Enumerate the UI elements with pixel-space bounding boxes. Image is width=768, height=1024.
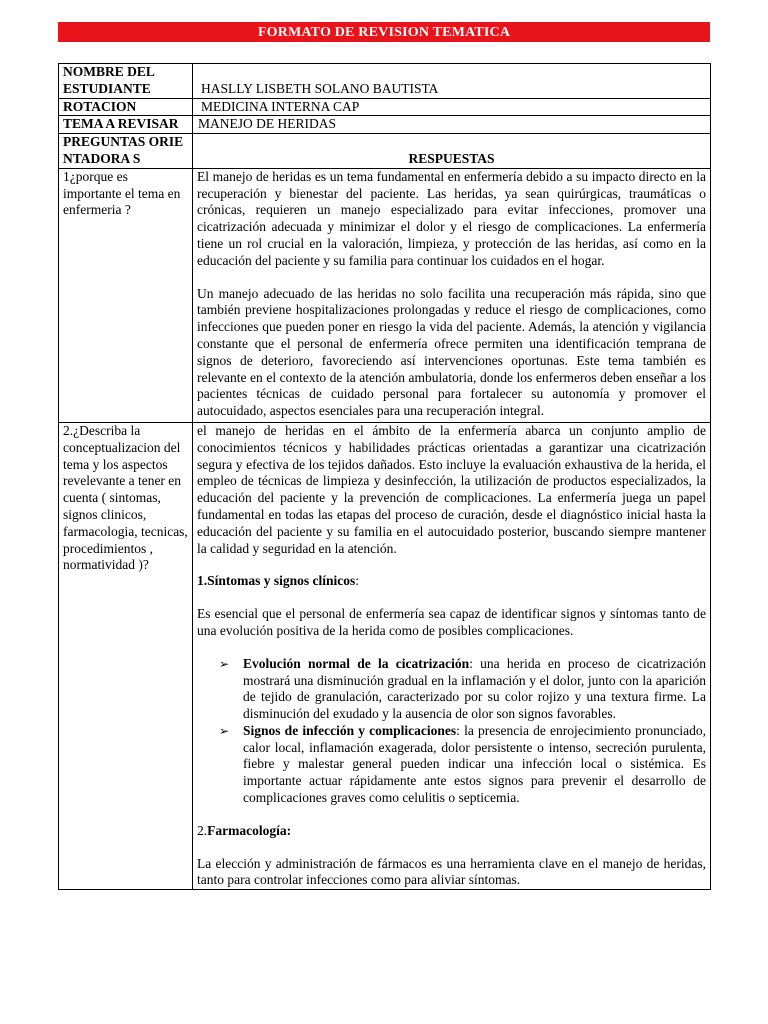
rotation-value: MEDICINA INTERNA CAP	[193, 98, 711, 116]
list-item: ➢ Evolución normal de la cicatrización: una herida en proceso de cicatrización mostrará una disminución gradual en la inflamación y el dolor, junto con la aparición de tejido de granulación, caracterizado por su color rojizo y una textura firme. La disminución del exudado y la ausencia de olor son signos favorables.	[219, 655, 707, 722]
rotation-label: ROTACION	[59, 98, 193, 116]
answers-label: RESPUESTAS	[193, 134, 711, 169]
topic-value: MANEJO DE HERIDAS	[193, 116, 711, 134]
form-title-banner: FORMATO DE REVISION TEMATICA	[58, 22, 710, 42]
answer-1-paragraph-2: Un manejo adecuado de las heridas no solo facilita una recuperación más rápida, sino que también previene hospitalizaciones prolongadas y reduce el riesgo de complicaciones, como infecciones que pueden poner en riesgo la vida del paciente. Además, la atención y vigilancia constante que el personal de enfermería ofrece permiten una identificación temprana de signos de deterioro, favoreciendo así intervenciones oportunas. Este tema también es relevante en el contexto de la atención ambulatoria, donde los enfermeros deben enseñar a los pacientes técnicas de cuidado personal para fortalecer su autonomía y promover el autocuidado, aspectos esenciales para una recuperación integral.	[197, 285, 706, 419]
student-label: NOMBRE DEL ESTUDIANTE	[59, 64, 193, 99]
symptoms-list	[197, 656, 706, 807]
questions-header-row	[59, 134, 711, 169]
topic-row	[59, 116, 711, 134]
rotation-row	[59, 98, 711, 116]
answer-2	[193, 422, 711, 889]
list-item: ➢ Signos de infección y complicaciones: la presencia de enrojecimiento pronunciado, calor local, inflamación exagerada, dolor persistente o intenso, secreción purulenta, fiebre y malestar general pueden indicar una infección local o sistémica. Es importante actuar rápidamente ante estos signos para prevenir el desarrollo de complicaciones graves como celulitis o septicemia.	[219, 722, 706, 806]
questions-label: PREGUNTAS ORIENTADORA S	[59, 134, 193, 169]
revision-form-table	[58, 63, 711, 890]
answer-1-paragraph-1: El manejo de heridas es un tema fundamental en enfermería debido a su impacto directo en la recuperación y bienestar del paciente. Las heridas, ya sean quirúrgicas, traumáticas o crónicas, requieren un manejo especializado para evitar infecciones, promover una cicatrización adecuada y minimizar el dolor y el riesgo de complicaciones. La enfermería tiene un rol crucial en la valoración, limpieza, y protección de las heridas, así como en la educación del paciente y su familia para continuar los cuidados en el hogar.	[197, 168, 706, 268]
topic-label: TEMA A REVISAR	[59, 116, 193, 134]
symptoms-heading: 1.Síntomas y signos clínicos:	[197, 573, 360, 589]
pharmacology-heading: 2.Farmacología:	[197, 822, 292, 838]
answer-2-paragraph-1: el manejo de heridas en el ámbito de la enfermería abarca un conjunto amplio de conocimientos técnicos y habilidades prácticas orientadas a garantizar una cicatrización segura y efectiva de los tejidos dañados. Esto incluye la evaluación exhaustiva de la herida, el empleo de técnicas de limpieza y desinfección, la utilización de productos especializados, la educación del paciente y la prevención de complicaciones. La enfermería juega un papel fundamental en todas las etapas del proceso de curación, desde el diagnóstico inicial hasta la educación del paciente y su familia en el autocuidado posterior, buscando siempre mantener la calidad y seguridad en la atención.	[197, 422, 706, 556]
question-2: 2.¿Describa la conceptualizacion del tema y los aspectos revelevante a tener en cuenta ( sintomas, signos clinicos, farmacologia, tecnicas, procedimientos , normatividad )?	[59, 422, 193, 889]
question-2-row	[59, 422, 711, 889]
answer-1	[193, 168, 711, 422]
student-row	[59, 64, 711, 99]
answer-2-paragraph-2: Es esencial que el personal de enfermería sea capaz de identificar signos y síntomas tanto de una evolución positiva de la herida como de posibles complicaciones.	[197, 606, 706, 638]
question-1: 1¿porque es importante el tema en enfermeria ?	[59, 168, 193, 422]
arrow-bullet-icon: ➢	[219, 723, 230, 738]
arrow-bullet-icon: ➢	[219, 656, 230, 671]
student-value: HASLLY LISBETH SOLANO BAUTISTA	[193, 64, 711, 99]
answer-2-paragraph-3: La elección y administración de fármacos es una herramienta clave en el manejo de heridas, tanto para controlar infecciones como para aliviar síntomas.	[197, 855, 706, 888]
question-1-row	[59, 168, 711, 422]
